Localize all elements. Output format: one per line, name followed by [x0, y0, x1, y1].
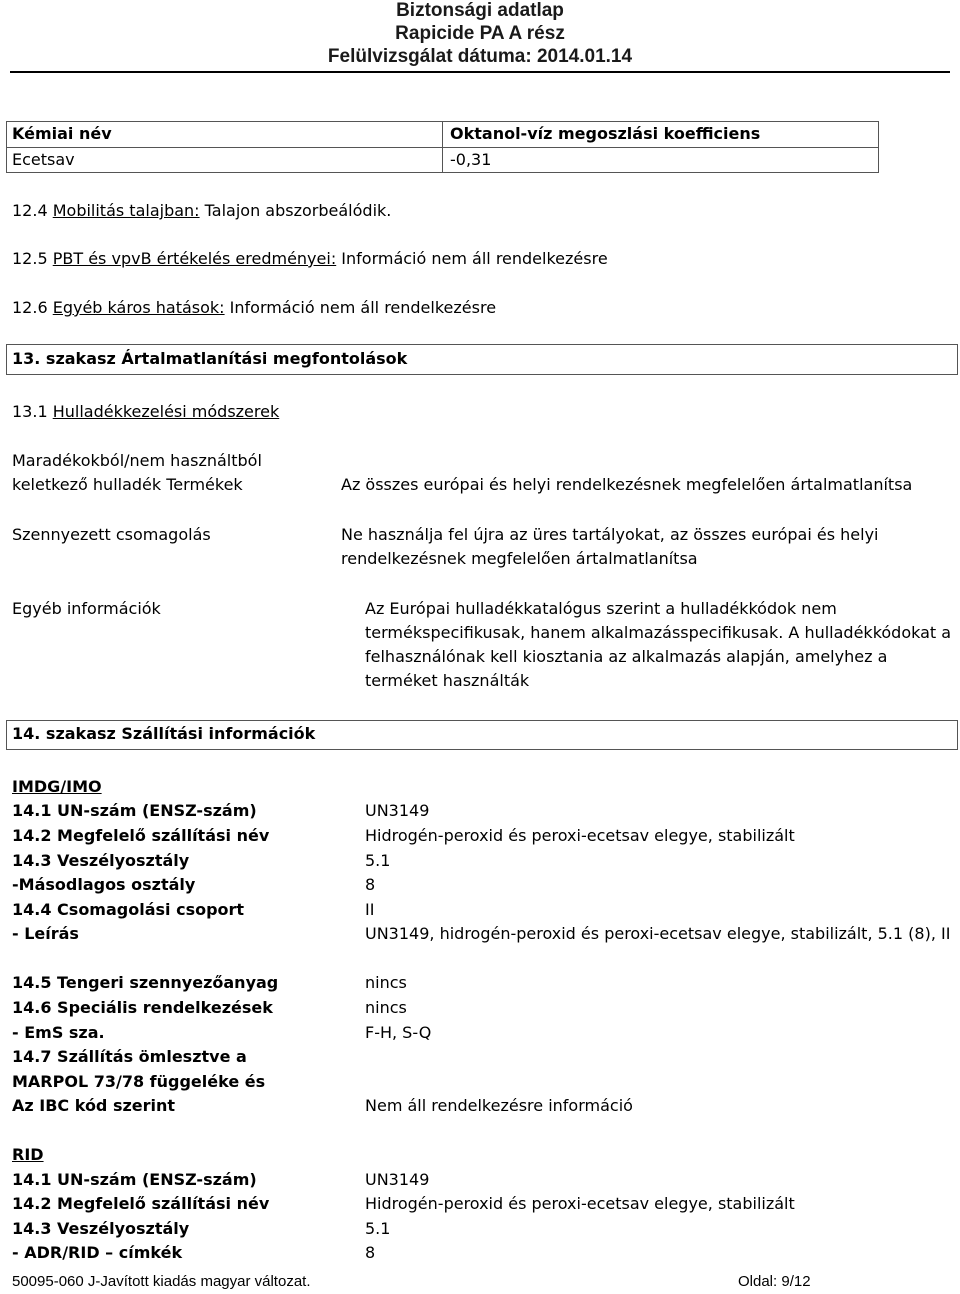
s126-num: 12.6 — [12, 298, 53, 317]
rid-label-un: 14.1 UN-szám (ENSZ-szám) — [12, 1170, 257, 1189]
s124-line — [12, 199, 391, 223]
imdg-label-marpol-3: Az IBC kód szerint — [12, 1096, 176, 1115]
document-title: Biztonsági adatlap — [396, 0, 564, 21]
imdg-value-marine-pollutant: nincs — [365, 973, 407, 992]
imdg-label-name: 14.2 Megfelelő szállítási név — [12, 826, 270, 845]
s126-line — [12, 296, 496, 320]
imdg-value-description: UN3149, hidrogén-peroxid és peroxi-ecetsav elegye, stabilizált, 5.1 (8), II — [365, 924, 951, 943]
rid-value-labels: 8 — [365, 1243, 376, 1262]
footer-doc-id: 50095-060 J-Javított kiadás magyar változat. — [12, 1273, 311, 1290]
imdg-label-marpol-1: 14.7 Szállítás ömlesztve a — [12, 1047, 247, 1066]
contaminated-packaging-value: Ne használja fel újra az üres tartályokat, az összes európai és helyi rendelkezésnek megfelelően ártalmatlanítsa — [341, 525, 879, 568]
imdg-label-marine-pollutant: 14.5 Tengeri szennyezőanyag — [12, 973, 279, 992]
rid-label-labels: - ADR/RID – címkék — [12, 1243, 183, 1262]
imdg-label-class: 14.3 Veszélyosztály — [12, 851, 190, 870]
s131-num: 13.1 — [12, 402, 53, 421]
s124-text: Talajon abszorbeálódik. — [199, 201, 392, 220]
table-cell-chemical: Ecetsav — [12, 150, 75, 169]
imdg-label-packing-group: 14.4 Csomagolási csoport — [12, 900, 245, 919]
imdg-label-ems: - EmS sza. — [12, 1023, 105, 1042]
table-cell-coefficient: -0,31 — [450, 150, 492, 169]
s125-line — [12, 247, 608, 271]
contaminated-packaging-label: Szennyezett csomagolás — [12, 525, 211, 544]
rid-label-name: 14.2 Megfelelő szállítási név — [12, 1194, 270, 1213]
s124-title: Mobilitás talajban: — [52, 201, 200, 220]
waste-products-label-2: keletkező hulladék Termékek — [12, 475, 243, 494]
imdg-value-subclass: 8 — [365, 875, 376, 894]
rid-heading: RID — [12, 1145, 44, 1164]
imdg-label-subclass: -Másodlagos osztály — [12, 875, 196, 894]
header-rule — [10, 71, 950, 73]
imdg-label-un: 14.1 UN-szám (ENSZ-szám) — [12, 801, 257, 820]
imdg-value-ems: F-H, S-Q — [365, 1023, 432, 1042]
imdg-value-name: Hidrogén-peroxid és peroxi-ecetsav elegye, stabilizált — [365, 826, 795, 845]
s13-title: 13. szakasz Ártalmatlanítási megfontolások — [12, 349, 408, 368]
other-info-value: Az Európai hulladékkatalógus szerint a hulladékkódok nem termékspecifikusak, hanem alkalmazásspecifikusak. A hulladékkódokat a felhasználónak kell kiosztania az alkalmazás alapján, amelyhez a terméket használták — [365, 599, 952, 690]
imdg-value-marpol: Nem áll rendelkezésre információ — [365, 1096, 633, 1115]
s124-num: 12.4 — [12, 201, 53, 220]
imdg-label-marpol-2: MARPOL 73/78 függeléke és — [12, 1072, 266, 1091]
imdg-heading: IMDG/IMO — [12, 777, 102, 796]
table-header-coefficient: Oktanol-víz megoszlási koefficiens — [450, 124, 761, 143]
s125-num: 12.5 — [12, 249, 53, 268]
s14-title: 14. szakasz Szállítási információk — [12, 724, 316, 743]
waste-products-label-1: Maradékokból/nem használtból — [12, 451, 262, 470]
s131-title: Hulladékkezelési módszerek — [52, 402, 280, 421]
imdg-value-un: UN3149 — [365, 801, 430, 820]
waste-products-value: Az összes európai és helyi rendelkezésnek megfelelően ártalmatlanítsa — [341, 475, 913, 494]
rid-value-class: 5.1 — [365, 1219, 391, 1238]
imdg-label-special-provisions: 14.6 Speciális rendelkezések — [12, 998, 273, 1017]
s126-title: Egyéb káros hatások: — [52, 298, 225, 317]
imdg-label-description: - Leírás — [12, 924, 79, 943]
revision-date: Felülvizsgálat dátuma: 2014.01.14 — [327, 46, 633, 67]
s125-text: Információ nem áll rendelkezésre — [336, 249, 608, 268]
s131-heading — [12, 400, 279, 424]
s126-text: Információ nem áll rendelkezésre — [224, 298, 497, 317]
product-name: Rapicide PA A rész — [395, 23, 565, 44]
imdg-value-class: 5.1 — [365, 851, 391, 870]
rid-label-class: 14.3 Veszélyosztály — [12, 1219, 190, 1238]
s125-title: PBT és vpvB értékelés eredményei: — [52, 249, 337, 268]
imdg-value-special-provisions: nincs — [365, 998, 407, 1017]
footer-page-number: Oldal: 9/12 — [738, 1273, 811, 1290]
other-info-label: Egyéb információk — [12, 599, 161, 618]
table-header-chemical: Kémiai név — [12, 124, 112, 143]
rid-value-un: UN3149 — [365, 1170, 430, 1189]
imdg-value-packing-group: II — [365, 900, 375, 919]
rid-value-name: Hidrogén-peroxid és peroxi-ecetsav elegye, stabilizált — [365, 1194, 795, 1213]
